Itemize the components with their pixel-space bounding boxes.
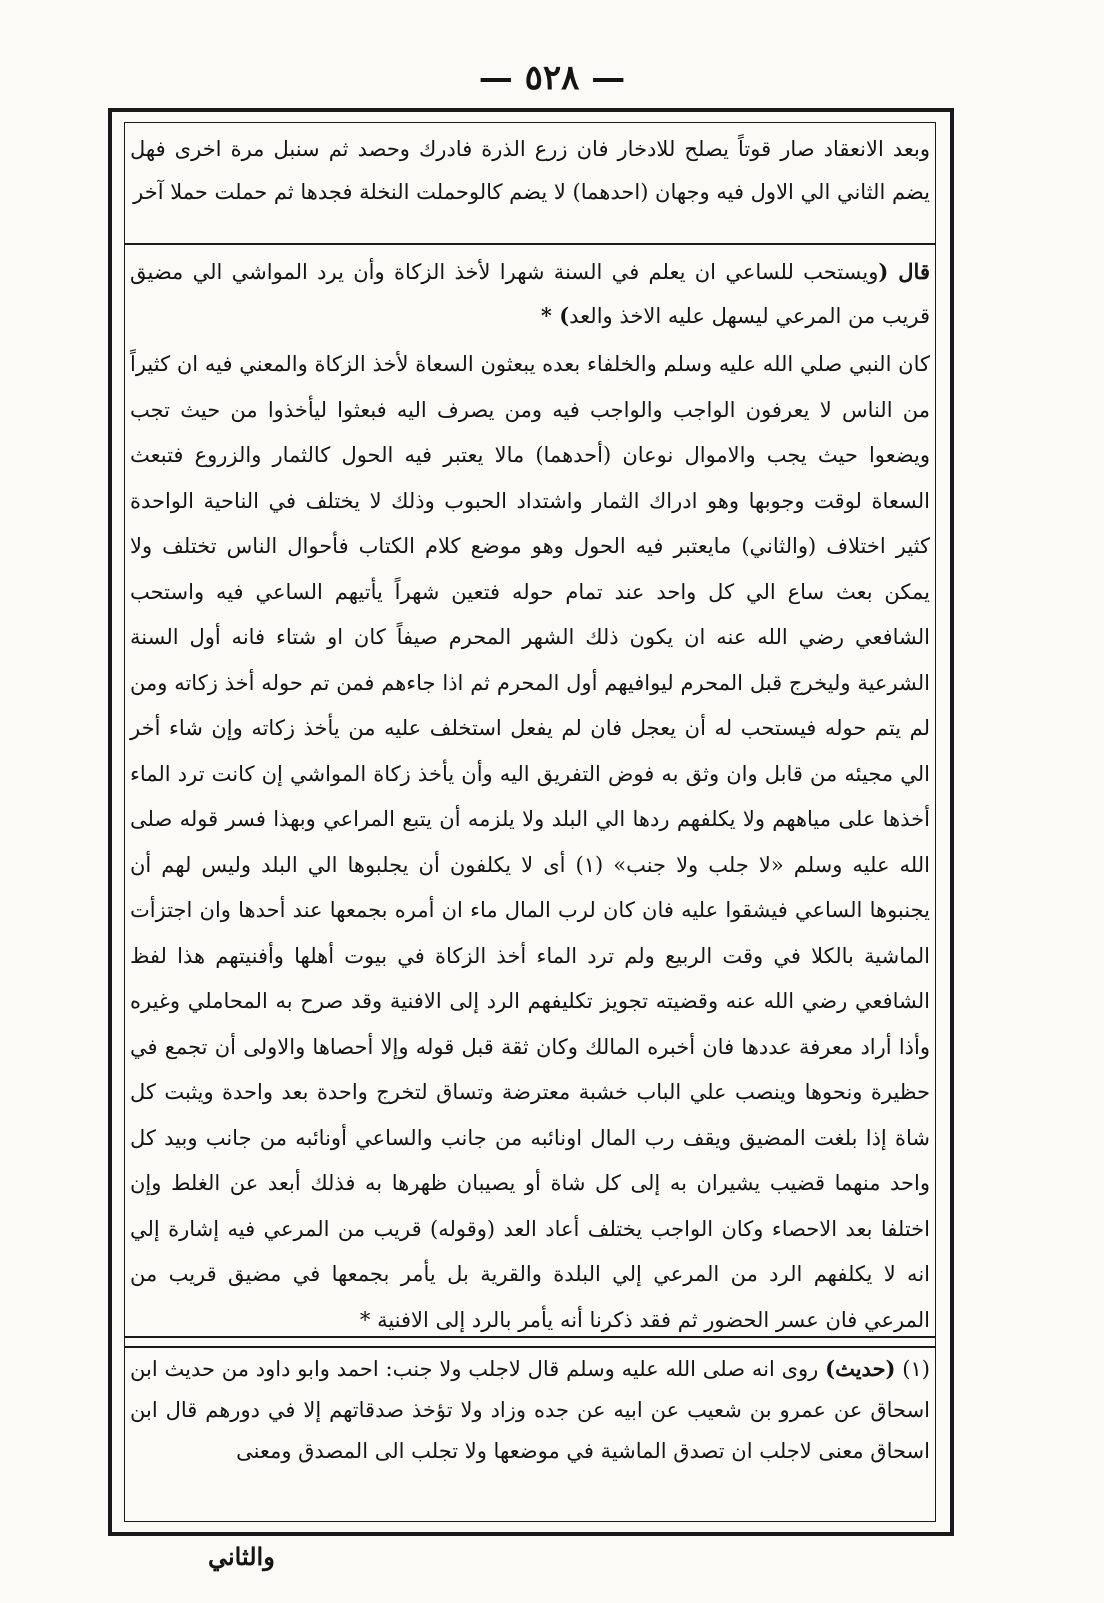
intro-paragraph — [130, 128, 930, 214]
footnote-divider-top — [124, 1336, 936, 1338]
sharh-paragraph — [130, 342, 930, 1343]
footnote-line — [130, 1348, 930, 1472]
matn-paragraph — [130, 250, 930, 338]
footnote — [130, 1348, 930, 1472]
matn-closer: ) * — [540, 303, 570, 328]
sharh-text: كان النبي صلي الله عليه وسلم والخلفاء بعده يبعثون السعاة لأخذ الزكاة والمعني فيه ان كثيراً من الناس لا يعرفون الواجب والواجب فيه ومن يصرف اليه فبعثوا ليأخذوا من حيث تجب ويضعوا حيث يجب والاموال نوعان (أحدهما) مالا يعتبر فيه الحول كالثمار والزروع فتبعث السعاة لوقت وجوبها وهو ادراك الثمار واشتداد الحبوب وذلك لا يختلف في الناحية الواحدة كثير اختلاف (والثاني) مايعتبر فيه الحول وهو موضع كلام الكتاب فأحوال الناس تختلف ولا يمكن بعث ساع الي كل واحد عند تمام حوله فتعين شهراً يأتيهم الساعي فيه واستحب الشافعي رضي الله عنه ان يكون ذلك الشهر المحرم صيفاً كان او شتاء فانه أول السنة الشرعية وليخرج قبل المحرم ليوافيهم أول المحرم ثم اذا جاءهم فمن تم حوله أخذ زكاته ومن لم يتم حوله فيستحب له أن يعجل فان لم يفعل استخلف عليه من يأخذ زكاته وإن شاء أخر الي مجيئه من قابل وان وثق به فوض التفريق اليه وأن يأخذ زكاة المواشي إن كانت ترد الماء أخذها على مياههم ولا يكلفهم ردها الي البلد ولا يلزمه أن يتبع المراعي وبهذا فسر قوله صلى الله عليه وسلم «لا جلب ولا جنب» (١) أى لا يكلفون أن يجلبوها الي البلد وليس لهم أن يجنبوها الساعي فيشقوا عليه فان كان لرب المال ماء ان أمره بجمعها عند أحدها وان اجتزأت الماشية بالكلا في وقت الربيع ولم ترد الماء أخذ الزكاة في بيوت أهلها وأفنيتهم هذا لفظ الشافعي رضي الله عنه وقضيته تجويز تكليفهم الرد إلى الافنية وقد صرح به المحاملي وغيره وأذا أراد معرفة عددها فان أخبره المالك وكان ثقة قبل قوله وإلا أحصاها والاولى أن تجمع في حظيرة ونحوها وينصب علي الباب خشبة معترضة وتساق لتخرج واحدة بعد واحدة ويثبت كل شاة إذا بلغت المضيق ويقف رب المال اونائبه من جانب والساعي أونائبه من جانب وبيد كل واحد منهما قضيب يشيران به إلى كل شاة أو يصيبان ظهرها به فذلك أبعد عن الغلط وإن اختلفا بعد الاحصاء وكان الواجب يختلف أعاد العد (وقوله) قريب من المرعي فيه إشارة إلي انه لا يكلفهم الرد من المرعي إلي البلدة والقرية بل يأمر بجمعها في مضيق قريب من المرعي فان عسر الحضور ثم فقد ذكرنا أنه يأمر بالرد إلى الافنية * — [130, 352, 930, 1332]
footnote-number: (١) — [902, 1357, 930, 1381]
intro-text: وبعد الانعقاد صار قوتاً يصلح للادخار فان زرع الذرة فادرك وحصد ثم سنبل مرة اخرى فهل يضم الثاني الي الاول فيه وجهان (احدهما) لا يضم كالوحملت النخلة فجدها ثم حملت حملا آخر — [130, 137, 930, 204]
page-number: — ٥٢٨ — — [478, 58, 626, 98]
footnote-label: (حديث) — [825, 1356, 896, 1381]
matn-line — [130, 250, 930, 338]
catchword: والثاني — [208, 1542, 275, 1571]
footnote-text: روى انه صلى الله عليه وسلم قال لاجلب ولا جنب: احمد وابو داود من حديث ابن اسحاق عن عمرو بن شعيب عن ابيه عن جده وزاد ولا تؤخذ صدقاتهم إلا في دورهم قال ابن اسحاق معنى لاجلب ان تصدق الماشية في موضعها ولا تجلب الى المصدق ومعنى — [130, 1357, 930, 1463]
matn-text: ويستحب للساعي ان يعلم في السنة شهرا لأخذ الزكاة وأن يرد المواشي الي مضيق قريب من المرعي ليسهل عليه الاخذ والعد — [130, 260, 930, 328]
section-divider — [124, 243, 936, 245]
matn-opener: قال ( — [878, 259, 930, 284]
